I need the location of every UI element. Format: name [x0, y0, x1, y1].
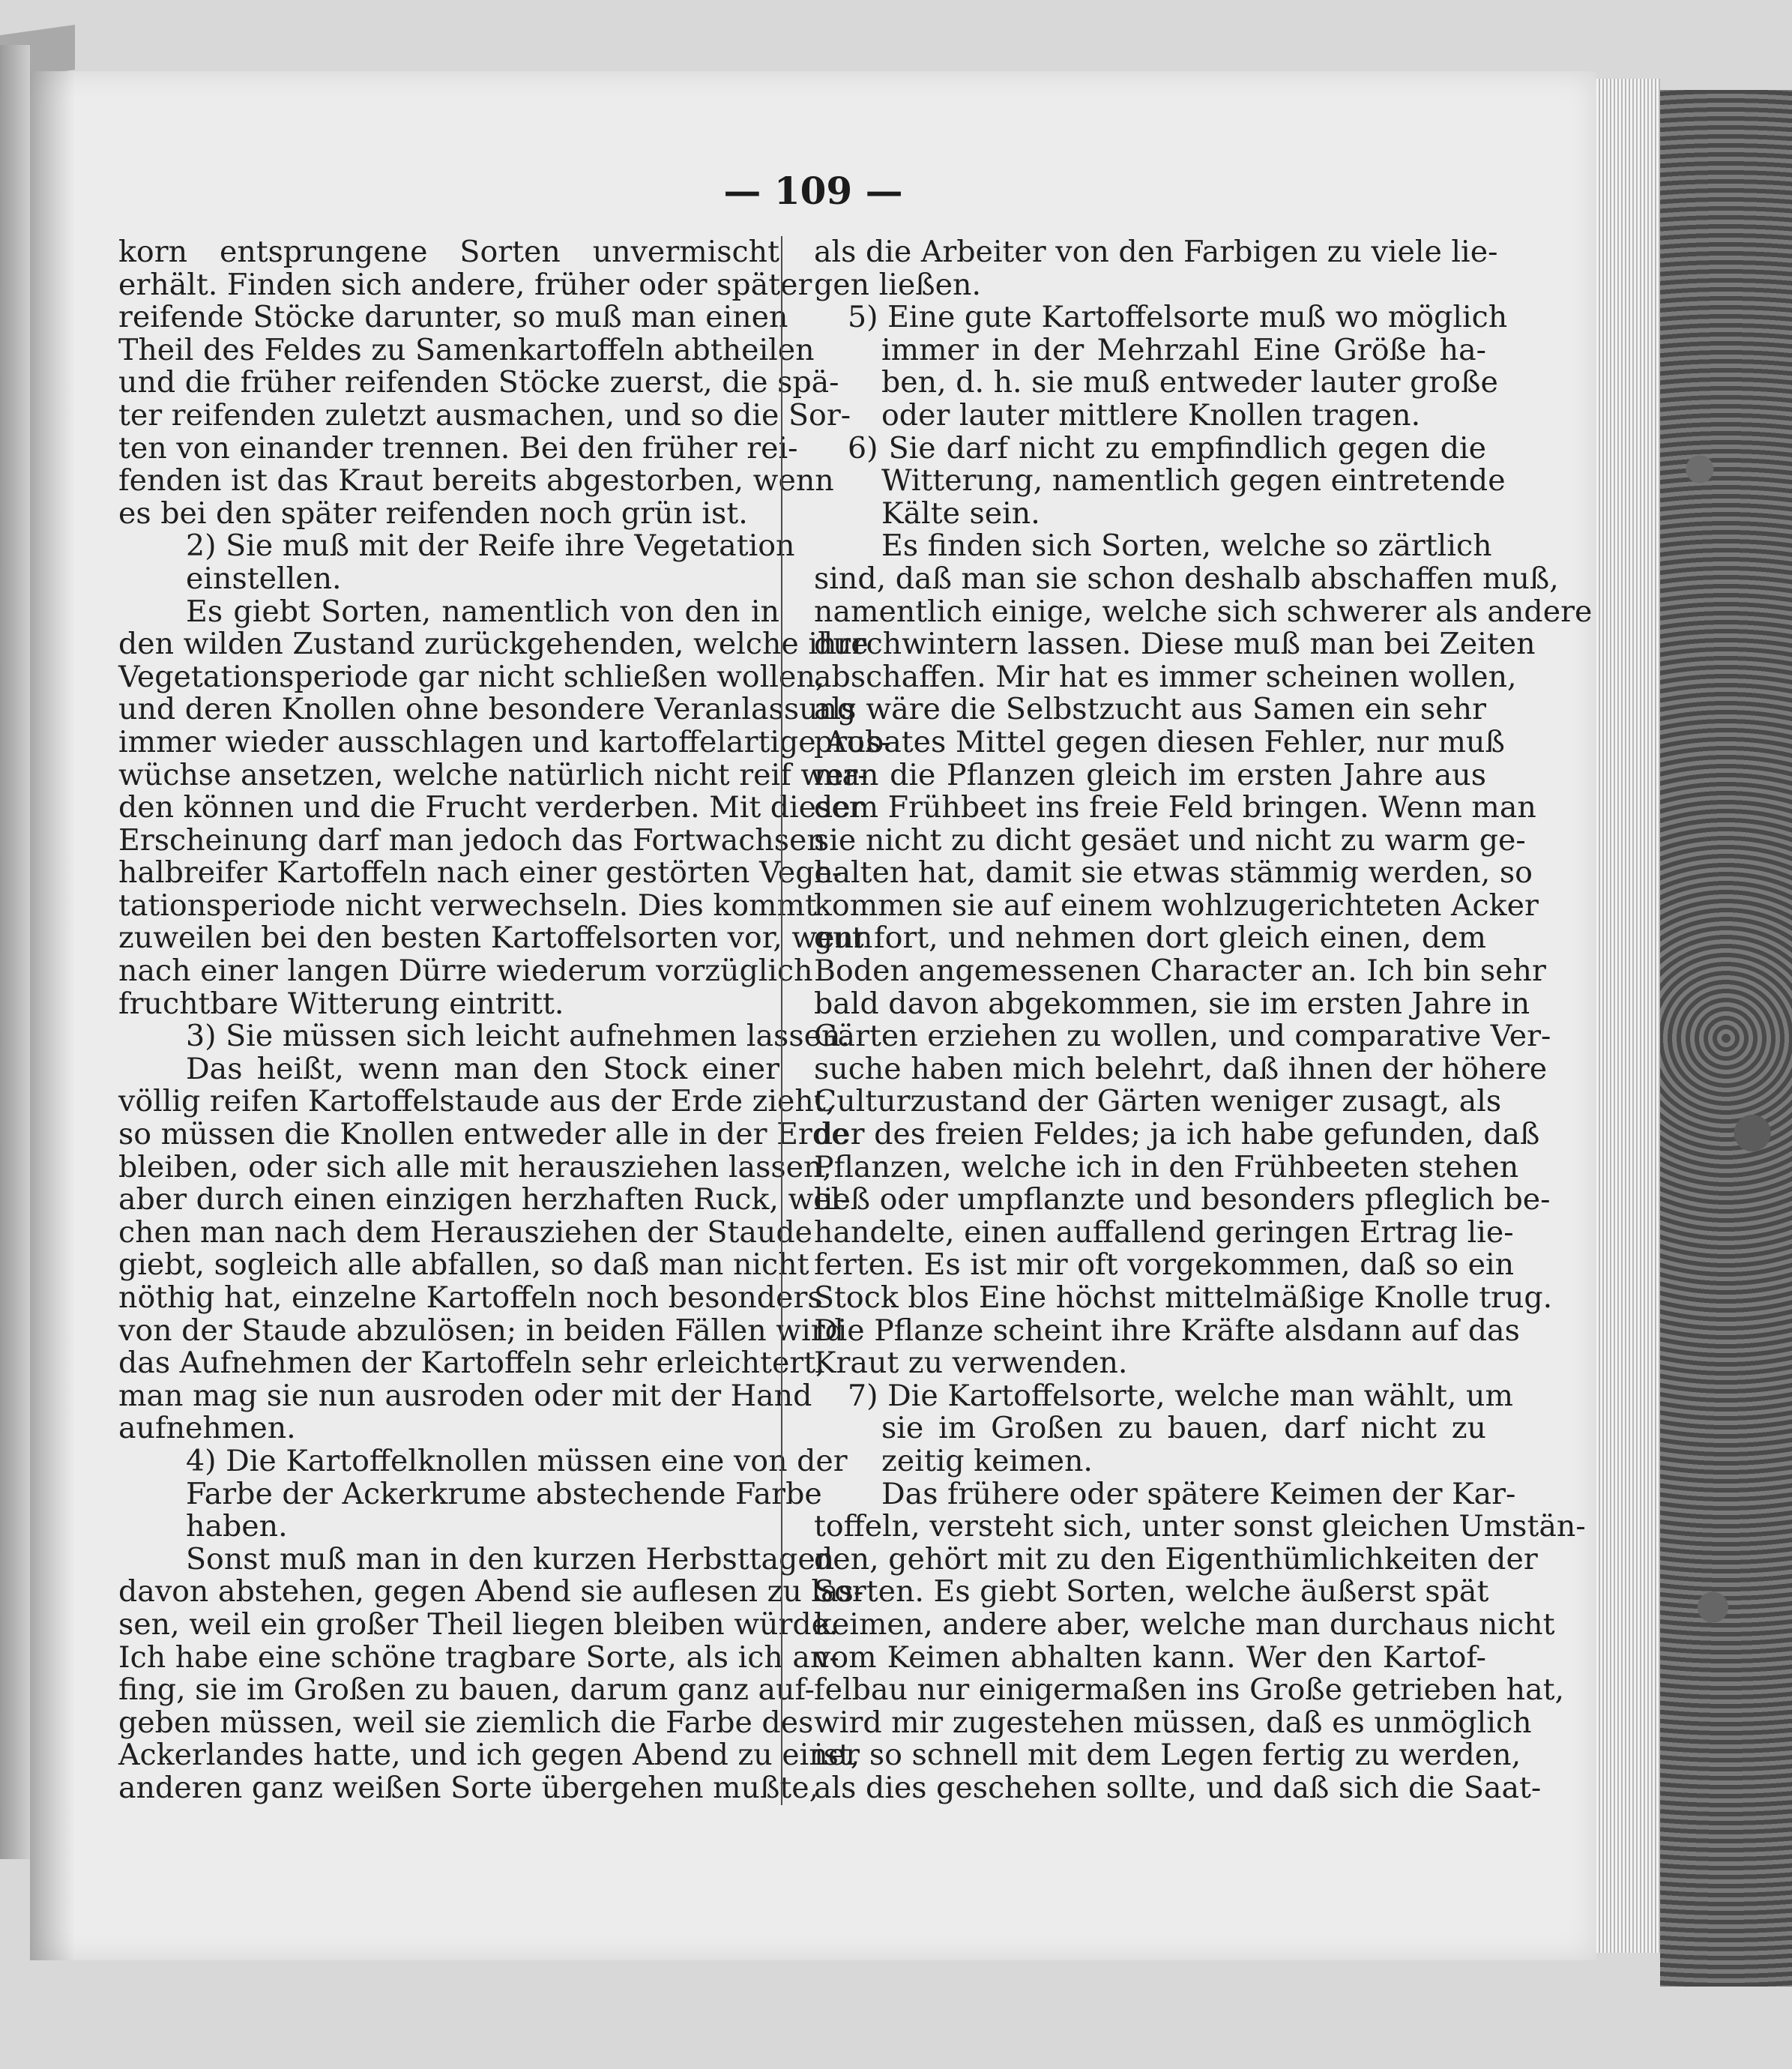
text-line: und die früher reifenden Stöcke zuerst, die spä-: [118, 365, 839, 400]
text-line: Ich habe eine schöne tragbare Sorte, als ich an-: [118, 1639, 839, 1675]
text-line: Es finden sich Sorten, welche so zärtlich: [881, 528, 1492, 564]
text-line: man mag sie nun ausroden oder mit der Hand: [118, 1378, 812, 1413]
text-line: bleiben, oder sich alle mit herausziehen lassen,: [118, 1149, 832, 1184]
text-line: anderen ganz weißen Sorte übergehen mußte,: [118, 1770, 819, 1805]
text-line: kommen sie auf einem wohlzugerichteten Acker: [814, 888, 1539, 923]
text-line: Sorten. Es giebt Sorten, welche äußerst spät: [814, 1574, 1489, 1609]
facing-page-edge: [0, 45, 30, 1859]
text-line: erhält. Finden sich andere, früher oder später: [118, 267, 812, 302]
text-line: den, gehört mit zu den Eigenthümlichkeiten der: [814, 1541, 1538, 1576]
text-line: haben.: [186, 1509, 288, 1544]
page-number: — 109 —: [723, 169, 903, 213]
text-line: sen, weil ein großer Theil liegen bleiben würde.: [118, 1606, 839, 1642]
text-line: ten von einander trennen. Bei den früher rei-: [118, 430, 798, 466]
text-line: aufnehmen.: [118, 1411, 296, 1446]
text-line: immer wieder ausschlagen und kartoffelartige Aus-: [118, 724, 891, 759]
text-line: oder lauter mittlere Knollen tragen.: [881, 397, 1421, 433]
text-line: als die Arbeiter von den Farbigen zu viele lie-: [814, 235, 1498, 269]
text-line: gen ließen.: [814, 267, 982, 302]
marbled-cover: [1660, 90, 1792, 1987]
text-line: halbreifer Kartoffeln nach einer gestörten Vege-: [118, 855, 842, 891]
text-line: ferten. Es ist mir oft vorgekommen, daß so ein: [814, 1247, 1515, 1283]
text-line: der des freien Feldes; ja ich habe gefunden, daß: [814, 1117, 1540, 1152]
text-line: fruchtbare Witterung eintritt.: [118, 986, 564, 1021]
text-line: Die Pflanze scheint ihre Kräfte alsdann auf das: [814, 1313, 1520, 1348]
text-line: bald davon abgekommen, sie im ersten Jahre in: [814, 986, 1530, 1021]
text-line: zeitig keimen.: [881, 1443, 1093, 1478]
text-line: 3) Sie müssen sich leicht aufnehmen lassen.: [186, 1019, 850, 1054]
text-line: den wilden Zustand zurückgehenden, welche ihre: [118, 627, 869, 662]
text-line: es bei den später reifenden noch grün ist.: [118, 496, 748, 531]
text-line: ben, d. h. sie muß entweder lauter große: [881, 365, 1498, 400]
text-line: keimen, andere aber, welche man durchaus nicht: [814, 1606, 1555, 1642]
text-line: handelte, einen auffallend geringen Ertrag lie-: [814, 1214, 1514, 1250]
text-line: ist, so schnell mit dem Legen fertig zu werden,: [814, 1738, 1521, 1773]
text-line: probates Mittel gegen diesen Fehler, nur muß: [814, 724, 1505, 759]
text-line: reifende Stöcke darunter, so muß man einen: [118, 300, 788, 335]
text-line: tationsperiode nicht verwechseln. Dies kommt: [118, 888, 817, 923]
text-line: Farbe der Ackerkrume abstechende Farbe: [186, 1476, 822, 1511]
text-line: man die Pflanzen gleich im ersten Jahre aus: [814, 757, 1486, 792]
text-line: wüchse ansetzen, welche natürlich nicht reif wer-: [118, 757, 868, 792]
text-line: abschaffen. Mir hat es immer scheinen wollen,: [814, 659, 1517, 694]
text-line: Witterung, namentlich gegen eintretende: [881, 463, 1506, 499]
text-line: 5) Eine gute Kartoffelsorte muß wo möglich: [848, 300, 1508, 335]
text-line: vom Keimen abhalten kann. Wer den Kartof-: [814, 1639, 1486, 1675]
text-line: zuweilen bei den besten Kartoffelsorten vor, wenn: [118, 921, 873, 956]
text-line: sie nicht zu dicht gesäet und nicht zu warm ge-: [814, 822, 1526, 858]
text-line: suche haben mich belehrt, daß ihnen der höhere: [814, 1051, 1548, 1086]
book-page: [30, 71, 1596, 1960]
text-line: davon abstehen, gegen Abend sie auflesen zu las-: [118, 1574, 864, 1609]
gutter-shadow: [30, 71, 75, 1960]
text-line: korn entsprungene Sorten unvermischt: [118, 235, 779, 269]
text-line: 6) Sie darf nicht zu empfindlich gegen die: [848, 430, 1486, 466]
text-line: Stock blos Eine höchst mittelmäßige Knolle trug.: [814, 1280, 1553, 1315]
text-line: 4) Die Kartoffelknollen müssen eine von der: [186, 1443, 848, 1478]
right-text-column: [781, 235, 1593, 1805]
text-line: durchwintern lassen. Diese muß man bei Zeiten: [814, 627, 1536, 662]
text-line: halten hat, damit sie etwas stämmig werden, so: [814, 855, 1533, 891]
text-line: Das heißt, wenn man den Stock einer: [186, 1051, 779, 1086]
text-line: fing, sie im Großen zu bauen, darum ganz auf-: [118, 1672, 815, 1708]
text-line: giebt, sogleich alle abfallen, so daß man nicht: [118, 1247, 809, 1283]
text-line: Gärten erziehen zu wollen, und comparative Ver-: [814, 1019, 1551, 1054]
text-line: wird mir zugestehen müssen, daß es unmöglich: [814, 1705, 1532, 1740]
text-line: 7) Die Kartoffelsorte, welche man wählt, um: [848, 1378, 1513, 1413]
text-line: geben müssen, weil sie ziemlich die Farbe des: [118, 1705, 814, 1740]
text-line: Erscheinung darf man jedoch das Fortwachsen: [118, 822, 826, 858]
text-line: als wäre die Selbstzucht aus Samen ein sehr: [814, 692, 1486, 727]
text-line: als dies geschehen sollte, und daß sich die Saat-: [814, 1770, 1542, 1805]
text-line: namentlich einige, welche sich schwerer als andere: [814, 594, 1593, 629]
text-line: toffeln, versteht sich, unter sonst gleichen Umstän-: [814, 1509, 1586, 1544]
text-line: Es giebt Sorten, namentlich von den in: [186, 594, 779, 629]
text-line: Boden angemessenen Character an. Ich bin sehr: [814, 954, 1546, 989]
text-line: felbau nur einigermaßen ins Große getrieben hat,: [814, 1672, 1565, 1708]
text-line: und deren Knollen ohne besondere Veranlassung: [118, 692, 857, 727]
text-line: chen man nach dem Herausziehen der Staude: [118, 1214, 812, 1250]
text-line: Das frühere oder spätere Keimen der Kar-: [881, 1476, 1516, 1511]
text-line: Culturzustand der Gärten weniger zusagt, als: [814, 1084, 1502, 1119]
text-line: gut fort, und nehmen dort gleich einen, dem: [814, 921, 1486, 956]
text-line: einstellen.: [186, 561, 342, 596]
text-line: immer in der Mehrzahl Eine Größe ha-: [881, 332, 1486, 367]
text-line: Pflanzen, welche ich in den Frühbeeten stehen: [814, 1149, 1519, 1184]
text-line: Ackerlandes hatte, und ich gegen Abend zu einer: [118, 1738, 860, 1773]
text-line: völlig reifen Kartoffelstaude aus der Erde zieht,: [118, 1084, 836, 1119]
text-line: aber durch einen einzigen herzhaften Ruck, wel-: [118, 1182, 851, 1217]
text-line: Kälte sein.: [881, 496, 1040, 531]
text-line: so müssen die Knollen entweder alle in der Erde: [118, 1117, 849, 1152]
text-line: nach einer langen Dürre wiederum vorzüglich: [118, 954, 813, 989]
text-line: fenden ist das Kraut bereits abgestorben, wenn: [118, 463, 834, 499]
left-text-column: [118, 235, 891, 1805]
text-line: sie im Großen zu bauen, darf nicht zu: [881, 1411, 1486, 1446]
text-line: den können und die Frucht verderben. Mit dieser: [118, 790, 863, 825]
text-line: ter reifenden zuletzt ausmachen, und so die Sor-: [118, 397, 851, 433]
text-line: dem Frühbeet ins freie Feld bringen. Wenn man: [814, 790, 1536, 825]
text-line: nöthig hat, einzelne Kartoffeln noch besonders: [118, 1280, 823, 1315]
text-line: sind, daß man sie schon deshalb abschaffen muß,: [814, 561, 1559, 596]
text-line: ließ oder umpflanzte und besonders pfleglich be-: [814, 1182, 1551, 1217]
text-line: Theil des Feldes zu Samenkartoffeln abtheilen: [118, 332, 815, 367]
text-line: Vegetationsperiode gar nicht schließen wollen,: [118, 659, 825, 694]
text-line: von der Staude abzulösen; in beiden Fällen wird: [118, 1313, 844, 1348]
text-line: Kraut zu verwenden.: [814, 1346, 1128, 1381]
text-line: 2) Sie muß mit der Reife ihre Vegetation: [186, 528, 795, 564]
text-line: das Aufnehmen der Kartoffeln sehr erleichtert,: [118, 1346, 825, 1381]
page-edges: [1596, 79, 1660, 1953]
text-line: Sonst muß man in den kurzen Herbsttagen: [186, 1541, 835, 1576]
